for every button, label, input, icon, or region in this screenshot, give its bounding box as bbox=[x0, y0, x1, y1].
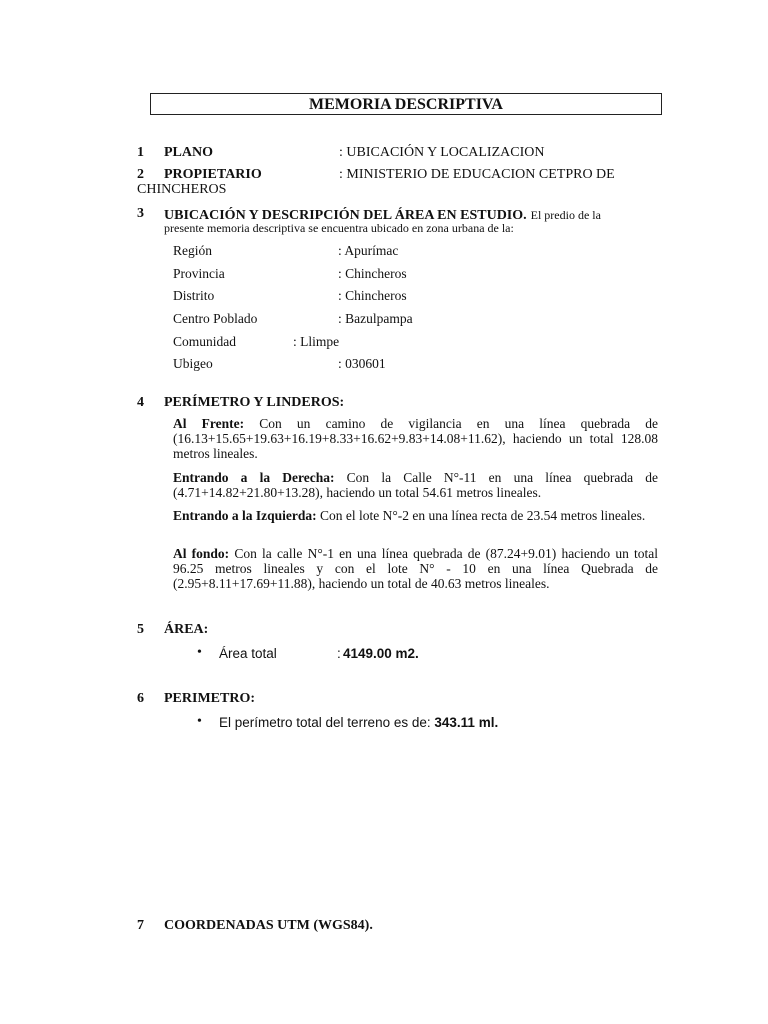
location-label-ubigeo: Ubigeo bbox=[173, 356, 213, 371]
boundary-front bbox=[173, 416, 658, 461]
section-6-heading: PERIMETRO: bbox=[164, 691, 255, 706]
location-value-region: : Apurímac bbox=[338, 243, 399, 258]
section-5-number: 5 bbox=[137, 622, 144, 637]
section-4-heading: PERÍMETRO Y LINDEROS: bbox=[164, 395, 345, 410]
section-1-number: 1 bbox=[137, 145, 144, 160]
location-value-provincia: : Chincheros bbox=[338, 266, 407, 281]
section-2-number: 2 bbox=[137, 167, 144, 182]
section-3-heading: UBICACIÓN Y DESCRIPCIÓN DEL ÁREA EN ESTUDIO. bbox=[164, 208, 527, 223]
boundary-left-label: Entrando a la Izquierda: bbox=[173, 508, 317, 523]
boundary-left bbox=[173, 508, 658, 523]
section-7-number: 7 bbox=[137, 918, 144, 933]
section-3-intro-a: El predio de la bbox=[530, 208, 601, 222]
location-label-comunidad: Comunidad bbox=[173, 334, 236, 349]
section-5-heading: ÁREA: bbox=[164, 622, 209, 637]
location-value-ubigeo: : 030601 bbox=[338, 356, 386, 371]
perimeter-value: 343.11 ml. bbox=[434, 715, 499, 730]
location-label-region: Región bbox=[173, 243, 212, 258]
document-title: MEMORIA DESCRIPTIVA bbox=[150, 93, 662, 115]
boundary-back bbox=[173, 546, 658, 591]
location-value-distrito: : Chincheros bbox=[338, 288, 407, 303]
area-bullet: • bbox=[197, 645, 202, 660]
area-label: Área total bbox=[219, 646, 277, 661]
perimeter-line bbox=[219, 715, 498, 730]
location-label-centro-poblado: Centro Poblado bbox=[173, 311, 258, 326]
section-6-number: 6 bbox=[137, 691, 144, 706]
section-3-intro-b: presente memoria descriptiva se encuentra ubicado en zona urbana de la: bbox=[164, 221, 514, 235]
location-label-distrito: Distrito bbox=[173, 288, 215, 303]
section-4-number: 4 bbox=[137, 395, 144, 410]
boundary-right-text: Con la Calle N°-11 en una línea quebrada de (4.71+14.82+21.80+13.28), haciendo un total 54.61 metros lineales. bbox=[173, 470, 659, 500]
boundary-right bbox=[173, 470, 658, 500]
boundary-front-text: Con un camino de vigilancia en una línea quebrada de (16.13+15.65+19.63+16.19+8.33+16.62+9.83+14.08+11.62), haciendo un total 128.08 metros lineales. bbox=[173, 416, 658, 461]
perimeter-text: El perímetro total del terreno es de: bbox=[219, 715, 431, 730]
boundary-front-label: Al Frente: bbox=[173, 416, 245, 431]
location-value-centro-poblado: : Bazulpampa bbox=[338, 311, 413, 326]
boundary-left-text: Con el lote N°-2 en una línea recta de 23.54 metros lineales. bbox=[320, 508, 646, 523]
section-7-heading: COORDENADAS UTM (WGS84). bbox=[164, 918, 373, 933]
area-colon: : bbox=[337, 646, 341, 661]
section-2-heading: PROPIETARIO bbox=[164, 167, 262, 182]
boundary-back-label: Al fondo: bbox=[173, 546, 230, 561]
section-2-value: : MINISTERIO DE EDUCACION CETPRO DE bbox=[339, 167, 615, 182]
area-value: 4149.00 m2. bbox=[343, 646, 419, 661]
perimeter-bullet: • bbox=[197, 714, 202, 729]
location-label-provincia: Provincia bbox=[173, 266, 225, 281]
location-value-comunidad: : Llimpe bbox=[293, 334, 340, 349]
boundary-back-text: Con la calle N°-1 en una línea quebrada de (87.24+9.01) haciendo un total 96.25 metros lineales y con el lote N° - 10 en una línea Quebrada de (2.95+8.11+17.69+11.88), haciendo un total de 40.63 metros lineales. bbox=[173, 546, 658, 591]
section-3-number: 3 bbox=[137, 206, 144, 221]
section-1-heading: PLANO bbox=[164, 145, 213, 160]
section-2-value-continued: CHINCHEROS bbox=[137, 182, 227, 197]
section-1-value: : UBICACIÓN Y LOCALIZACION bbox=[339, 145, 545, 160]
boundary-right-label: Entrando a la Derecha: bbox=[173, 470, 335, 485]
